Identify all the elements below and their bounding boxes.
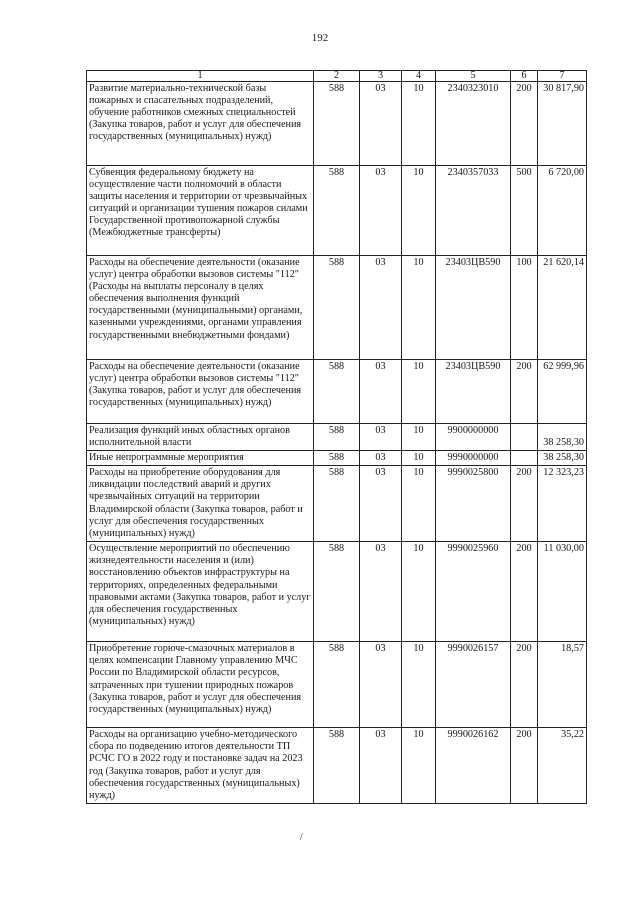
header-col-5: 5	[436, 71, 511, 82]
row-target: 23403ЦВ590	[436, 360, 511, 424]
row-target: 9900000000	[436, 424, 511, 451]
page-number: 192	[311, 32, 329, 44]
row-subsection: 10	[402, 451, 436, 466]
row-subsection: 10	[402, 424, 436, 451]
row-section: 03	[360, 642, 402, 728]
row-section: 03	[360, 542, 402, 642]
row-target: 2340323010	[436, 82, 511, 166]
row-subsection: 10	[402, 166, 436, 256]
header-col-2: 2	[314, 71, 360, 82]
table-row	[87, 256, 587, 360]
row-subsection: 10	[402, 728, 436, 804]
row-code: 588	[314, 360, 360, 424]
table-row	[87, 82, 587, 166]
row-name: Иные непрограммные мероприятия	[87, 451, 314, 466]
row-target: 9990000000	[436, 451, 511, 466]
row-code: 588	[314, 166, 360, 256]
table-row	[87, 360, 587, 424]
row-name: Субвенция федеральному бюджету на осуществление части полномочий в области защиты населения и территории от чрезвычайных ситуаций и организации тушения пожаров силами Государственной противопожарной службы (Межбюджетные трансферты)	[87, 166, 314, 256]
row-name: Развитие материально-технической базы пожарных и спасательных подразделений, обучение работников смежных специальностей (Закупка товаров, работ и услуг для обеспечения государственных (муниципальных) нужд)	[87, 82, 314, 166]
table-header-row	[87, 71, 587, 82]
table-row	[87, 642, 587, 728]
row-amount: 18,57	[538, 642, 587, 728]
row-target: 23403ЦВ590	[436, 256, 511, 360]
row-name: Расходы на обеспечение деятельности (оказание услуг) центра обработки вызовов системы "112" (Расходы на выплаты персоналу в целях обеспечения выполнения функций государственными (муниципальными) органами, казенными учреждениями, органами управления государственными внебюджетными фондами)	[87, 256, 314, 360]
row-section: 03	[360, 466, 402, 542]
row-name: Расходы на обеспечение деятельности (оказание услуг) центра обработки вызовов системы "112" (Закупка товаров, работ и услуг для обеспечения государственных (муниципальных) нужд)	[87, 360, 314, 424]
row-amount: 62 999,96	[538, 360, 587, 424]
row-name: Расходы на организацию учебно-методического сбора по подведению итогов деятельности ТП РСЧС ГО в 2022 году и постановке задач на 2023 год (Закупка товаров, работ и услуг для обеспечения государственных (муниципальных) нужд)	[87, 728, 314, 804]
row-amount: 12 323,23	[538, 466, 587, 542]
footer-mark: /	[300, 832, 303, 843]
row-section: 03	[360, 166, 402, 256]
row-code: 588	[314, 542, 360, 642]
row-kind	[511, 451, 538, 466]
row-subsection: 10	[402, 466, 436, 542]
header-col-4: 4	[402, 71, 436, 82]
row-target: 2340357033	[436, 166, 511, 256]
row-kind: 200	[511, 466, 538, 542]
row-subsection: 10	[402, 82, 436, 166]
header-col-3: 3	[360, 71, 402, 82]
row-subsection: 10	[402, 642, 436, 728]
header-col-1: 1	[87, 71, 314, 82]
budget-table	[86, 70, 587, 804]
row-name: Осуществление мероприятий по обеспечению жизнедеятельности населения и (или) восстановлению объектов инфраструктуры на территориях, определенных федеральными правовыми актами (Закупка товаров, работ и услуг для обеспечения государственных (муниципальных) нужд)	[87, 542, 314, 642]
row-kind: 200	[511, 542, 538, 642]
row-section: 03	[360, 451, 402, 466]
row-section: 03	[360, 82, 402, 166]
row-kind: 500	[511, 166, 538, 256]
row-kind	[511, 424, 538, 451]
row-name: Реализация функций иных областных органов исполнительной власти	[87, 424, 314, 451]
table-row	[87, 424, 587, 451]
table-row	[87, 466, 587, 542]
row-amount: 30 817,90	[538, 82, 587, 166]
row-kind: 200	[511, 360, 538, 424]
row-target: 9990026162	[436, 728, 511, 804]
row-code: 588	[314, 256, 360, 360]
row-kind: 200	[511, 82, 538, 166]
row-amount: 11 030,00	[538, 542, 587, 642]
row-name: Приобретение горюче-смазочных материалов в целях компенсации Главному управлению МЧС России по Владимирской области ресурсов, затраченных при тушении природных пожаров (Закупка товаров, работ и услуг для обеспечения государственных (муниципальных) нужд)	[87, 642, 314, 728]
row-target: 9990025800	[436, 466, 511, 542]
header-col-7: 7	[538, 71, 587, 82]
row-target: 9990026157	[436, 642, 511, 728]
row-code: 588	[314, 82, 360, 166]
table-row	[87, 166, 587, 256]
row-amount: 38 258,30	[538, 451, 587, 466]
row-subsection: 10	[402, 542, 436, 642]
row-section: 03	[360, 360, 402, 424]
row-amount: 21 620,14	[538, 256, 587, 360]
row-code: 588	[314, 466, 360, 542]
row-code: 588	[314, 728, 360, 804]
row-code: 588	[314, 424, 360, 451]
row-name: Расходы на приобретение оборудования для ликвидации последствий аварий и других чрезвычайных ситуаций на территории Владимирской области (Закупка товаров, работ и услуг для обеспечения государственных (муниципальных) нужд)	[87, 466, 314, 542]
row-section: 03	[360, 424, 402, 451]
row-amount: 35,22	[538, 728, 587, 804]
row-kind: 100	[511, 256, 538, 360]
row-kind: 200	[511, 642, 538, 728]
table-row	[87, 451, 587, 466]
row-section: 03	[360, 256, 402, 360]
row-subsection: 10	[402, 256, 436, 360]
row-code: 588	[314, 451, 360, 466]
row-section: 03	[360, 728, 402, 804]
row-code: 588	[314, 642, 360, 728]
header-col-6: 6	[511, 71, 538, 82]
table-row	[87, 728, 587, 804]
row-amount: 6 720,00	[538, 166, 587, 256]
row-subsection: 10	[402, 360, 436, 424]
row-kind: 200	[511, 728, 538, 804]
table-row	[87, 542, 587, 642]
row-amount: 38 258,30	[538, 424, 587, 451]
row-target: 9990025960	[436, 542, 511, 642]
